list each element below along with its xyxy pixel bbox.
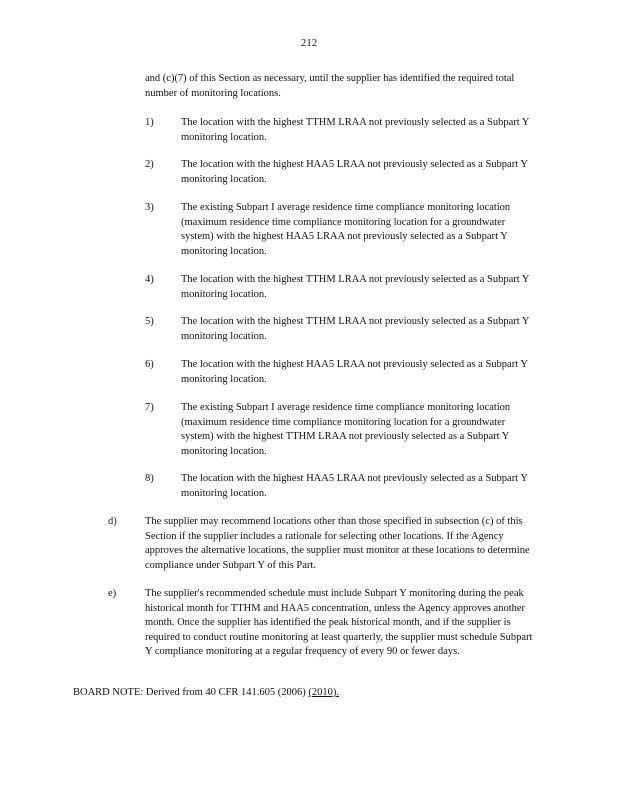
subsection-letter: e): [108, 588, 117, 599]
item-text: The location with the highest HAA5 LRAA not previously selected as a Subpart Y monitoring location.: [181, 359, 528, 385]
intro-paragraph: and (c)(7) of this Section as necessary, until the supplier has identified the required total number of monitoring locations.: [145, 73, 515, 99]
subsection-text: The supplier may recommend locations other than those specified in subsection (c) of this Section if the supplier includes a rationale for selecting other locations. If the Agency approves the alternative locations, the supplier must monitor at these locations to determine compliance under Subpart Y of this Part.: [145, 516, 530, 571]
item-text: The location with the highest TTHM LRAA not previously selected as a Subpart Y monitoring location.: [181, 274, 530, 300]
page-number: 212: [300, 37, 318, 49]
item-number: 7): [145, 402, 154, 413]
amendment-year: (2010): [308, 687, 337, 698]
item-text: The existing Subpart I average residence time compliance monitoring location (maximum residence time compliance monitoring location for a groundwater system) with the highest TTHM LRAA not previously selected as a Subpart Y monitoring location.: [181, 402, 511, 457]
item-text: The location with the highest TTHM LRAA not previously selected as a Subpart Y monitoring location.: [181, 117, 530, 143]
item-text: The location with the highest TTHM LRAA not previously selected as a Subpart Y monitoring location.: [181, 316, 530, 342]
item-number: 4): [145, 274, 154, 285]
item-number: 6): [145, 359, 154, 370]
board-note-end: .: [336, 687, 339, 698]
subsection-letter: d): [108, 516, 117, 527]
item-text: The location with the highest HAA5 LRAA not previously selected as a Subpart Y monitoring location.: [181, 473, 528, 499]
item-number: 2): [145, 159, 154, 170]
item-number: 5): [145, 316, 154, 327]
item-text: The existing Subpart I average residence time compliance monitoring location (maximum residence time compliance monitoring location for a groundwater system) with the highest HAA5 LRAA not previously selected as a Subpart Y monitoring location.: [181, 202, 511, 257]
item-text: The location with the highest HAA5 LRAA not previously selected as a Subpart Y monitoring location.: [181, 159, 528, 185]
item-number: 1): [145, 117, 154, 128]
subsection-text: The supplier's recommended schedule must include Subpart Y monitoring during the peak historical month for TTHM and HAA5 concentration, unless the Agency approves another month. Once the supplier has identified the peak historical month, and if the supplier is required to conduct routine monitoring at least quarterly, the supplier must schedule Subpart Y compliance monitoring at a regular frequency of every 90 or fewer days.: [145, 588, 533, 657]
board-note-text: BOARD NOTE: Derived from 40 CFR 141.605 (2006): [73, 687, 306, 698]
board-note: [73, 686, 543, 701]
item-number: 8): [145, 473, 154, 484]
item-number: 3): [145, 202, 154, 213]
